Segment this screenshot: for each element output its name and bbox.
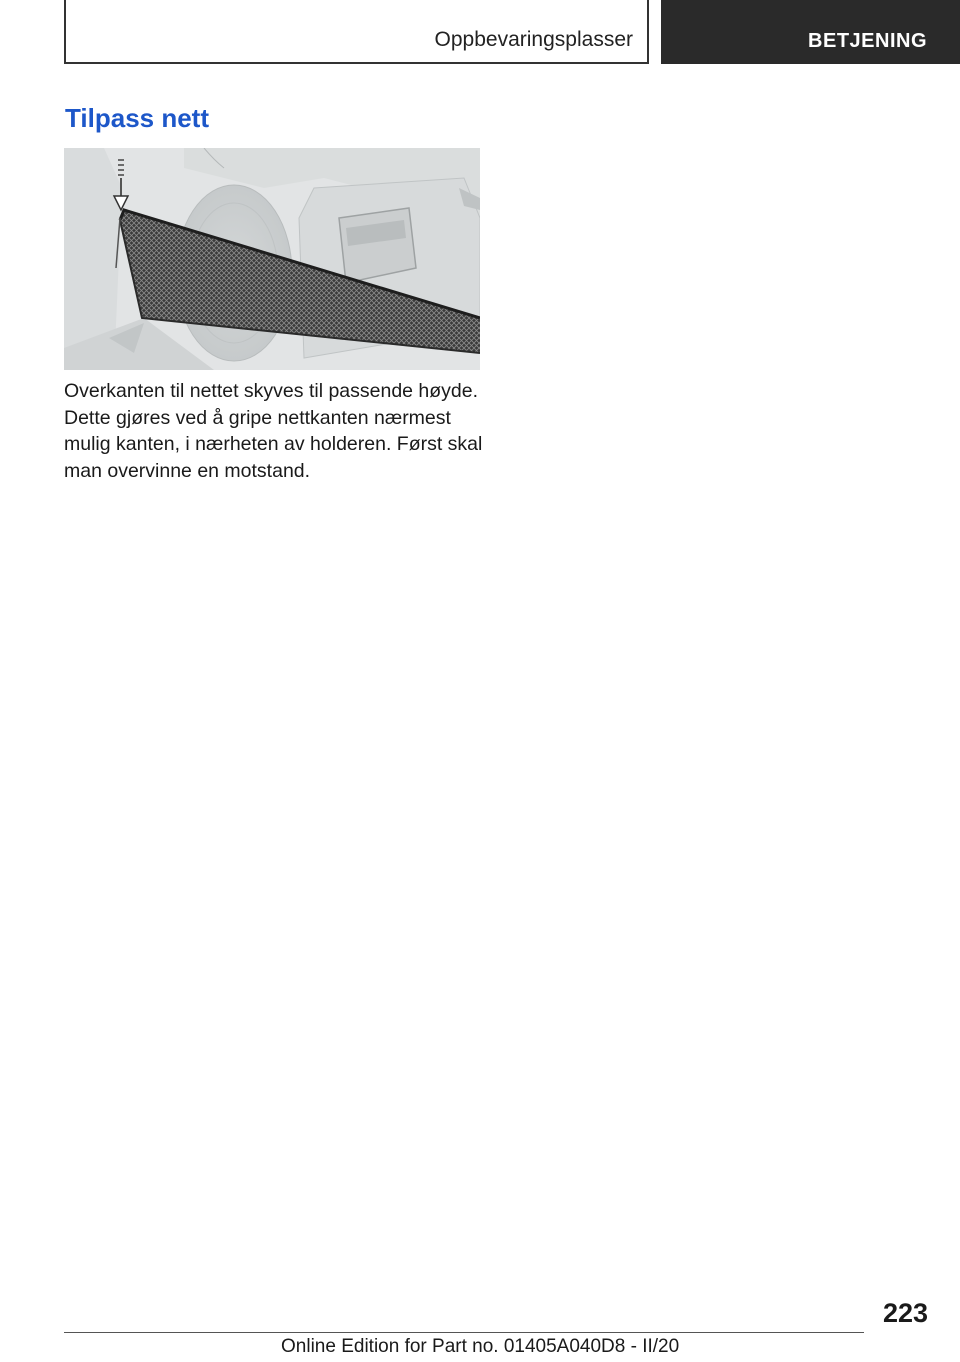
luggage-net-illustration — [64, 148, 480, 370]
luggage-net-figure — [64, 148, 480, 370]
header-chapter-tab — [661, 0, 960, 64]
header-chapter-title: BETJENING — [808, 30, 927, 52]
header-section-tab — [64, 0, 649, 64]
page-number: 223 — [882, 1298, 928, 1328]
footer-divider — [64, 1332, 864, 1333]
header-section-title: Oppbevaringsplasser — [434, 28, 633, 51]
section-title: Tilpass nett — [65, 103, 210, 133]
footer-edition-text: Online Edition for Part no. 01405A040D8 - II/20 — [281, 1336, 680, 1357]
body-paragraph: Overkanten til nettet skyves til passende høyde. Dette gjøres ved å gripe nettkanten nærmest mulig kanten, i nærheten av holderen. Først skal man overvinne en motstand. — [64, 380, 483, 482]
